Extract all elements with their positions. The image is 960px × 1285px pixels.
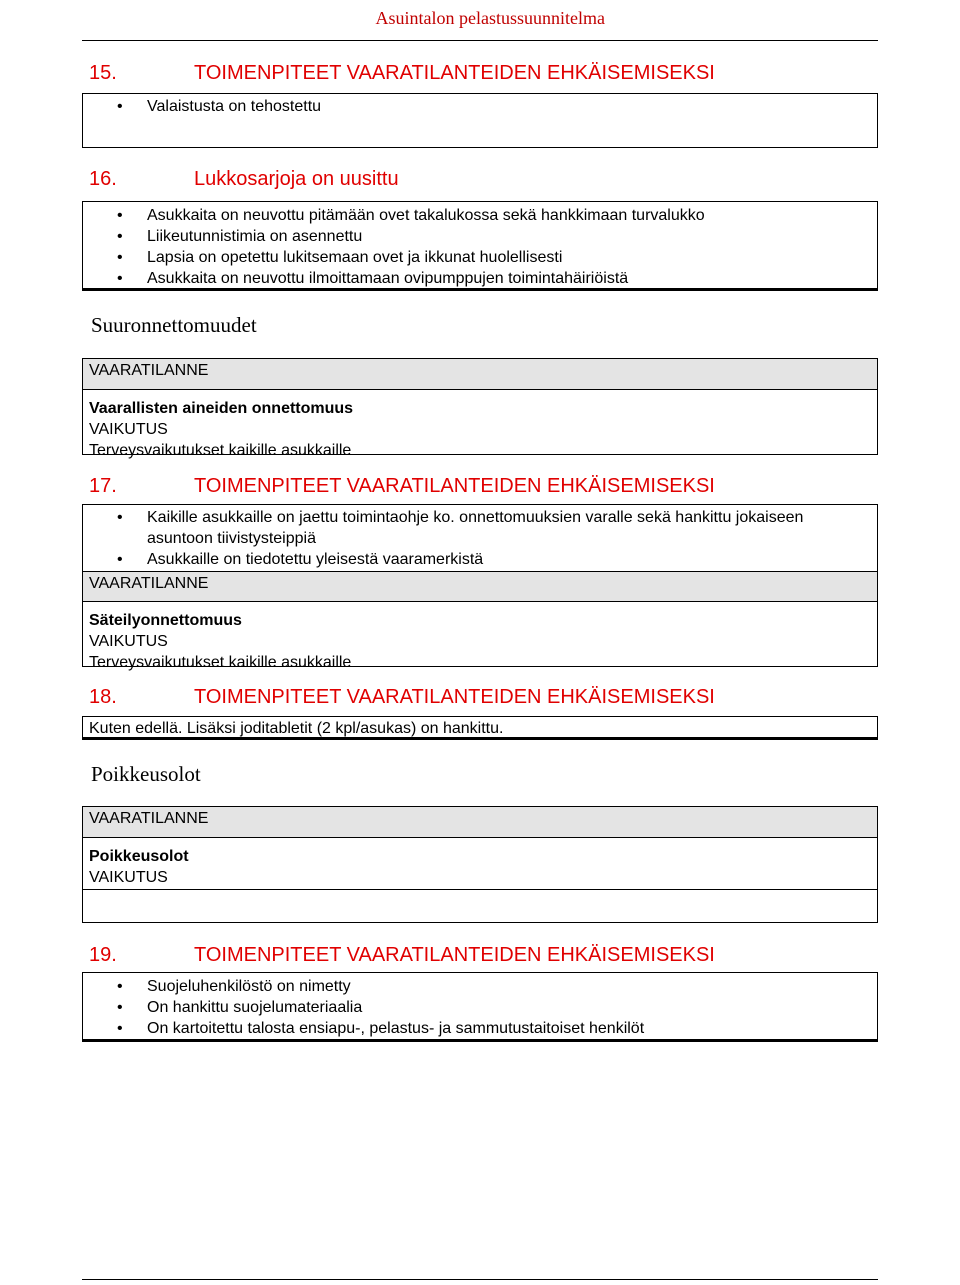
section-18-heading (89, 686, 715, 709)
list-item: • Asukkaille on tiedotettu yleisestä vaaramerkistä (83, 549, 877, 570)
section-19-box (82, 972, 878, 1042)
situation-text: Säteilyonnettomuus (89, 612, 242, 629)
effect-text: Terveysvaikutukset kaikille asukkaille (89, 654, 352, 671)
list-item: • Liikeutunnistimia on asennettu (83, 226, 877, 247)
list-item: • On hankittu suojelumateriaalia (83, 997, 877, 1018)
situation-text: Vaarallisten aineiden onnettomuus (89, 400, 354, 417)
situation-text: Poikkeusolot (89, 848, 189, 865)
section-17-title: TOIMENPITEET VAARATILANTEIDEN EHKÄISEMISEKSI (194, 475, 715, 497)
section-16-title: Lukkosarjoja on uusittu (194, 168, 399, 190)
suuronnettomuudet-heading: Suuronnettomuudet (91, 313, 257, 337)
list-item: • Kaikille asukkaille on jaettu toimintaohje ko. onnettomuuksien varalle sekä hankittu jokaiseen asuntoon tiivistysteippiä (83, 507, 877, 549)
effect-text: Terveysvaikutukset kaikille asukkaille (89, 442, 352, 459)
document-header-title: Asuintalon pelastussuunnitelma (375, 8, 605, 28)
section-19-number: 19. (89, 944, 117, 966)
section-15-box (82, 93, 878, 148)
section-18-box (82, 716, 878, 740)
list-item: • Asukkaita on neuvottu pitämään ovet takalukossa sekä hankkimaan turvalukko (83, 205, 877, 226)
suuronnettomuudet-table (82, 358, 878, 459)
poikkeusolot-heading: Poikkeusolot (91, 762, 201, 786)
vaaratilanne-label: VAARATILANNE (83, 807, 877, 838)
list-item: • Suojeluhenkilöstö on nimetty (83, 976, 877, 997)
header-divider (82, 40, 878, 41)
vaikutus-label: VAIKUTUS (83, 867, 877, 890)
section-19-heading (89, 944, 715, 967)
section-16-number: 16. (89, 168, 117, 190)
vaikutus-label: VAIKUTUS (89, 421, 168, 438)
list-item: • Valaistusta on tehostettu (83, 96, 877, 117)
section-15-number: 15. (89, 62, 117, 84)
section-18-title: TOIMENPITEET VAARATILANTEIDEN EHKÄISEMISEKSI (194, 686, 715, 708)
section-18-text: Kuten edellä. Lisäksi joditabletit (2 kpl/asukas) on hankittu. (89, 720, 504, 737)
vaikutus-label: VAIKUTUS (89, 633, 168, 650)
section-16-heading (89, 168, 399, 191)
vaaratilanne-label: VAARATILANNE (83, 359, 877, 390)
vaaratilanne-label: VAARATILANNE (83, 571, 877, 602)
footer-divider (82, 1279, 878, 1280)
list-item: • Asukkaita on neuvottu ilmoittamaan ovipumppujen toimintahäiriöistä (83, 268, 877, 289)
section-17-heading (89, 475, 715, 498)
section-19-title: TOIMENPITEET VAARATILANTEIDEN EHKÄISEMISEKSI (194, 944, 715, 966)
section-16-box (82, 201, 878, 291)
section-15-heading (89, 62, 715, 85)
list-item: • Lapsia on opetettu lukitsemaan ovet ja ikkunat huolellisesti (83, 247, 877, 268)
list-item: • On kartoitettu talosta ensiapu-, pelastus- ja sammutustaitoiset henkilöt (83, 1018, 877, 1039)
section-15-title: TOIMENPITEET VAARATILANTEIDEN EHKÄISEMISEKSI (194, 62, 715, 84)
poikkeusolot-table (82, 806, 878, 923)
section-17-number: 17. (89, 475, 117, 497)
section-17-box (82, 504, 878, 671)
section-18-number: 18. (89, 686, 117, 708)
